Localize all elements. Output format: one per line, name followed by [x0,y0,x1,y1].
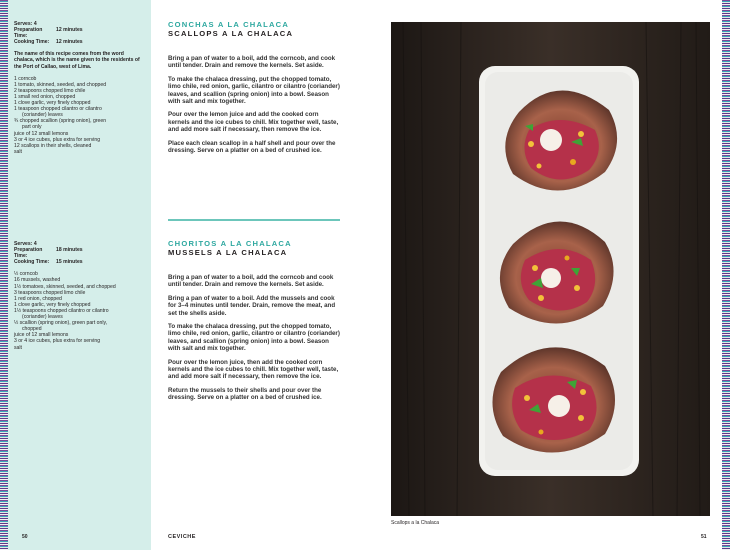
scallops-photo [391,22,710,516]
right-page-edge [722,0,730,550]
recipe1-prep-time: Preparation Time: 12 minutes [14,27,83,40]
running-head: CEVICHE [168,534,196,540]
recipe1-column [168,20,340,160]
ingredient-item: 1 red onion, chopped [14,295,62,302]
method-step: To make the chalaca dressing, put the chopped tomato, limo chile, red onion, garlic, cilantro or cilantro (coriander) leaves, and scallion (spring onion) into a bowl. Season with salt and mix together. [168,323,340,353]
ingredient-item: salt [14,148,22,155]
page-number-left: 50 [22,534,28,540]
ingredient-item: chopped [22,326,42,333]
method-step: Bring a pan of water to a boil, add the corncob and cook until tender. Drain and remove the kernels. Set aside. [168,274,334,289]
ingredient-item: ½ corncob [14,271,38,278]
ingredient-item: 1 teaspoon chopped cilantro or cilantro [14,106,102,113]
recipe1-ingredients-block [14,21,142,155]
recipe2-column [168,239,340,408]
ingredient-item: 1 tomato, skinned, seeded, and chopped [14,81,107,88]
recipe2-serves: Serves: 4 [14,241,37,247]
recipe1-ingredient-list [14,76,142,155]
method-step: Return the mussels to their shells and pour over the dressing. Serve on a platter on a bed of crushed ice. [168,386,322,402]
ingredient-item: 1 clove garlic, very finely chopped [14,301,91,308]
method-step: Bring a pan of water to a boil. Add the mussels and cook for 3–4 minutes until tender. Drain, remove the meat, and set the shells aside. [168,294,336,317]
method-step: Bring a pan of water to a boil, add the corncob, and cook until tender. Drain and remove the kernels. Set aside. [168,55,336,70]
page-number-right: 51 [701,534,707,540]
recipe1-intro: The name of this recipe comes from the word chalaca, which is the name given to the residents of the Port of Callao, west of Lima. [14,51,140,70]
scallops-illustration [391,22,710,516]
photo-caption: Scallops a la Chalaca [391,520,440,526]
ingredient-item: juice of 12 small lemons [14,130,69,137]
recipe2-subtitle: MUSSELS A LA CHALACA [168,248,288,257]
recipe1-title: CONCHAS A LA CHALACA [168,20,290,29]
ingredient-item: 1 small red onion, chopped [14,93,76,100]
method-step: Pour over the lemon juice and add the cooked corn kernels and the ice cubes to chill. Mix together well, taste, and add more salt if necessary, then remove the ice. [168,111,339,134]
ingredient-item: salt [14,344,22,351]
ingredient-item: 3 or 4 ice cubes, plus extra for serving [14,338,101,345]
recipe2-ingredient-list [14,271,142,350]
recipe1-steps [168,55,340,154]
ingredient-item: juice of 12 small lemons [14,332,69,339]
ingredient-item: 16 mussels, washed [14,277,61,284]
ingredient-item: ¾ chopped scallion (spring onion), green [14,118,107,125]
recipe1-cook-time: Cooking Time: 12 minutes [14,39,83,46]
ingredient-item: 1 corncob [14,75,37,82]
recipe2-prep-time: Preparation Time: 18 minutes [14,247,83,260]
left-page-edge [0,0,8,550]
ingredient-item: 3 or 4 ice cubes, plus extra for serving [14,136,101,143]
recipe2-title: CHORITOS A LA CHALACA [168,239,292,248]
recipe2-steps [168,274,340,402]
ingredient-item: 1 clove garlic, very finely chopped [14,100,91,107]
recipe-divider [168,219,340,221]
recipe1-serves: Serves: 4 [14,21,37,27]
ingredient-item: 3 teaspoons chopped limo chile [14,289,86,296]
recipe2-cook-time: Cooking Time: 15 minutes [14,259,83,266]
ingredient-item: 12 scallops in their shells, cleaned [14,142,92,149]
ingredient-item: (coriander) leaves [22,112,63,119]
method-step: Pour over the lemon juice, then add the cooked corn kernels and the ice cubes to chill. Mix together well, taste, and add more salt if necessary, then remove the ice. [168,358,339,381]
method-step: Place each clean scallop in a half shell and pour over the dressing. Serve on a platter on a bed of crushed ice. [168,139,336,155]
ingredient-item: 2 teaspoons chopped limo chile [14,87,86,94]
recipe2-ingredients-block [14,241,142,351]
ingredient-item: part only [22,124,42,131]
ingredient-item: (coriander) leaves [22,314,63,321]
ingredient-item: ½ scallion (spring onion), green part only, [14,320,108,327]
ingredient-item: 1½ tomatoes, skinned, seeded, and chopped [14,283,116,290]
recipe1-subtitle: SCALLOPS A LA CHALACA [168,29,294,38]
ingredient-item: 1½ teaspoons chopped cilantro or cilantro [14,307,109,314]
method-step: To make the chalaca dressing, put the chopped tomato, limo chile, red onion, garlic, cilantro or cilantro (coriander) leaves, and scallion (spring onion) into a bowl. Season with salt and mix together. [168,75,340,106]
